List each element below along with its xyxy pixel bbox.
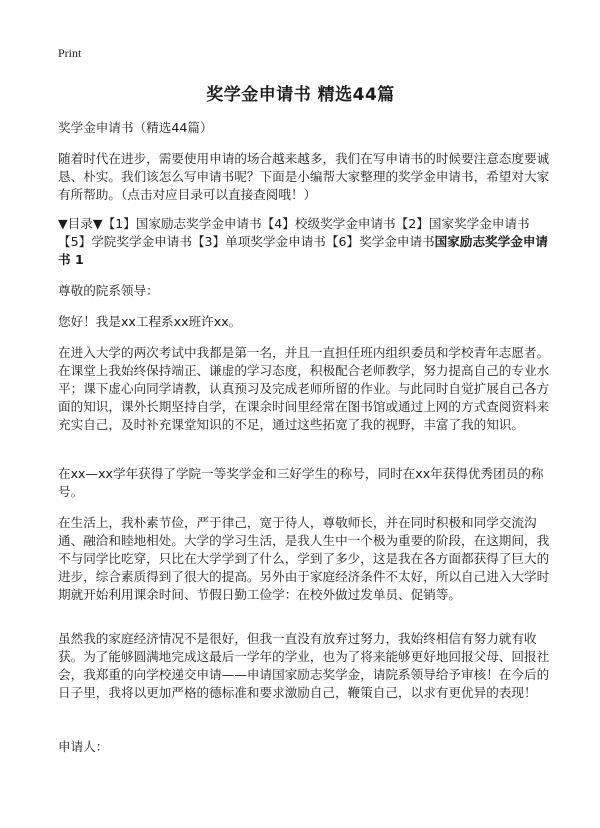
toc-item-5[interactable]: 【5】学院奖学金申请书 <box>58 234 192 249</box>
print-link[interactable]: Print <box>58 46 82 60</box>
body-paragraph-1: 在进入大学的两次考试中我都是第一名，并且一直担任班内组织委员和学校青年志愿者。在课堂上我始终保持端正、谦虚的学习态度，积极配合老师教学，努力提高自己的专业水平；课下虚心向同学请教，认真预习及完成老师所留的作业。与此同时自觉扩展自己各方面的知识，课外长期坚持自学，在课余时间里经常在图书馆或通过上网的方式查阅资料来充实自己，及时补充课堂知识的不足，通过这些拓宽了我的视野，丰富了我的知识。 <box>58 345 550 432</box>
page-title: 奖学金申请书 精选44篇 <box>206 85 395 105</box>
salutation: 尊敬的院系领导： <box>58 283 159 298</box>
toc-item-4[interactable]: 【4】校级奖学金申请书 <box>261 216 396 231</box>
body-paragraph-4: 虽然我的家庭经济情况不是很好，但我一直没有放弃过努力，我始终相信有努力就有收获。为了能够圆满地完成这最后一学年的学业，也为了将来能够更好地回报父母、回报社会，我郑重的向学校递交申请——申请国家励志奖学金，请院系领导给予审核！在今后的日子里，我将以更加严格的德标准和要求激励自己，鞭策自己，以求有更优异的表现！ <box>58 631 550 700</box>
document-subtitle: 奖学金申请书（精选44篇） <box>58 120 213 135</box>
intro-paragraph: 随着时代在进步，需要使用申请的场合越来越多，我们在写申请书的时候要注意态度要诚恳、朴实。我们该怎么写申请书呢？下面是小编帮大家整理的奖学金申请书，希望对大家有所帮助。（点击对应目录可以直接查阅哦！） <box>58 151 550 202</box>
body-paragraph-3: 在生活上，我朴素节俭，严于律己，宽于待人，尊敬师长，并在同时积极和同学交流沟通、融洽和睦地相处。大学的学习生活，是我人生中一个极为重要的阶段，在这期间，我不与同学比吃穿，只比在大学学到了什么，学到了多少，这是我在各方面都获得了巨大的进步，综合素质得到了很大的提高。另外由于家庭经济条件不太好，所以自己进入大学时期就开始利用课余时间、节假日勤工俭学：在校外做过发单员、促销等。 <box>58 515 550 602</box>
signature-label: 申请人： <box>58 739 109 754</box>
toc-item-3[interactable]: 【3】单项奖学金申请书 <box>191 234 326 249</box>
toc-prefix: ▼目录▼ <box>58 216 103 231</box>
section-heading: 国家励志奖学金申请书 1 <box>58 234 549 267</box>
table-of-contents <box>58 215 550 269</box>
greeting: 您好！我是xx工程系xx班许xx。 <box>58 314 242 329</box>
toc-item-2[interactable]: 【2】国家奖学金申请书 <box>395 216 530 231</box>
body-paragraph-2: 在xx—xx学年获得了学院一等奖学金和三好学生的称号，同时在xx年获得优秀团员的称号。 <box>58 466 544 499</box>
toc-item-1[interactable]: 【1】国家励志奖学金申请书 <box>102 216 262 231</box>
toc-item-6[interactable]: 【6】奖学金申请书 <box>325 234 435 249</box>
